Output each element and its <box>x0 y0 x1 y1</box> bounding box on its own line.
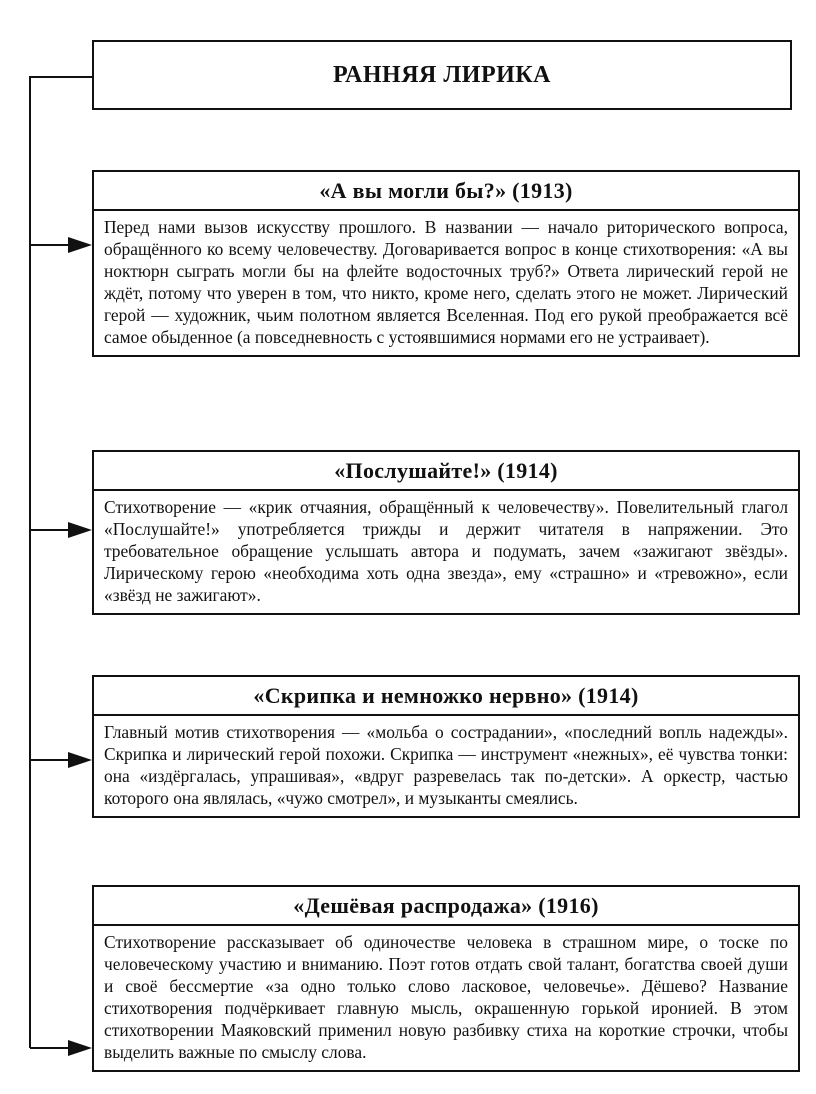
arrow-card-4 <box>30 1040 92 1056</box>
card-text: Стихотворение — «крик отчаяния, обращённый к человечеству». Повелительный глагол «Послушайте!» употребляется трижды и держит читателя в напряжении. Это требовательное обращение услышать автора и подумать, зачем «зажигают звёзды». Лирическому герою «необходима хоть одна звезда», ему «страшно» и «тревожно», если «звёзд не зажигают». <box>104 497 788 605</box>
card-text: Перед нами вызов искусству прошлого. В названии — начало риторического вопроса, обращённого ко всему человечеству. Договаривается вопрос в конце стихотворения: «А вы ноктюрн сыграть могли бы на флейте водосточных труб?» Ответа лирический герой не ждёт, потому что уверен в том, что никто, кроме него, сделать этого не может. Лирический герой — художник, чьим полотном является Вселенная. Под его рукой преображается всё самое обыденное (а повседневность с устоявшимися нормами его не устраивает). <box>104 217 788 347</box>
card-text: Стихотворение рассказывает об одиночестве человека в страшном мире, о тоске по человеческому участию и вниманию. Поэт готов отдать свой талант, богатства своей души и своё бессмертие «за одно только слово ласковое, человечье». Дёшево? Название стихотворения подчёркивает главную мысль, окрашенную горькой иронией. В этом стихотворении Маяковский применил новую разбивку стиха на короткие строчки, чтобы выделить важные по смыслу слова. <box>104 932 788 1062</box>
card-poslushayte <box>92 450 800 615</box>
diagram-title: РАННЯЯ ЛИРИКА <box>92 40 792 110</box>
card-skripka <box>92 675 800 818</box>
card-heading: «Скрипка и немножко нервно» (1914) <box>94 677 798 716</box>
arrow-card-1 <box>30 237 92 253</box>
card-a-vy-mogli-by <box>92 170 800 357</box>
arrow-card-2 <box>30 522 92 538</box>
card-heading: «Дешёвая распродажа» (1916) <box>94 887 798 926</box>
arrow-card-3 <box>30 752 92 768</box>
card-deshevaya-rasprodazha <box>92 885 800 1072</box>
card-heading: «Послушайте!» (1914) <box>94 452 798 491</box>
card-heading: «А вы могли бы?» (1913) <box>94 172 798 211</box>
card-text: Главный мотив стихотворения — «мольба о сострадании», «последний вопль надежды». Скрипка и лирический герой похожи. Скрипка — инструмент «нежных», её чувства тонки: она «издёргалась, упрашивая», «вдруг разревелась так по-детски». А оркестр, частью которого она являлась, «чужо смотрел», и музыканты смеялись. <box>104 722 788 808</box>
